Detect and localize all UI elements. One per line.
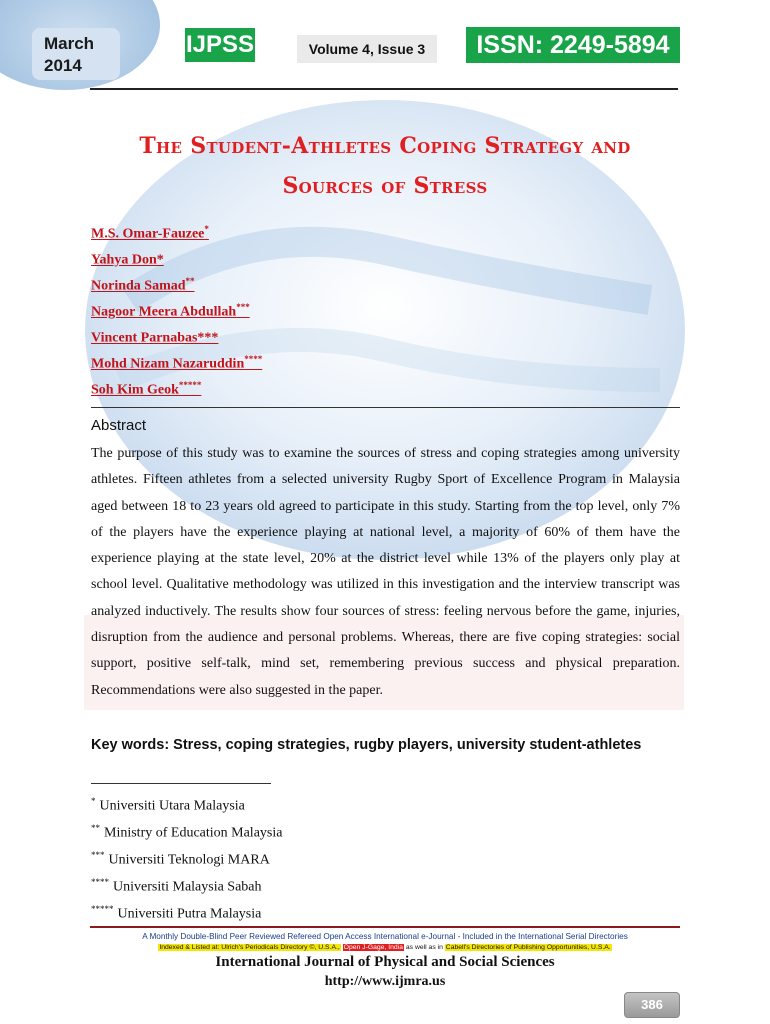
footnote-item: ***** Universiti Putra Malaysia (91, 904, 262, 922)
author-link[interactable]: Vincent Parnabas*** (91, 330, 219, 346)
author-link[interactable]: M.S. Omar-Fauzee* (91, 224, 209, 242)
author-list (91, 216, 262, 398)
footer-tagline: A Monthly Double-Blind Peer Reviewed Refereed Open Access International e-Journal - Included in the International Serial Directories (142, 932, 628, 941)
title-line-1: The Student-Athletes Coping Strategy and (139, 133, 631, 159)
page-number: 386 (624, 992, 680, 1018)
title-line-2: Sources of Stress (282, 173, 488, 199)
journal-url[interactable]: http://www.ijmra.us (324, 974, 446, 989)
footnote-item: ** Ministry of Education Malaysia (91, 823, 283, 841)
footnote-item: * Universiti Utara Malaysia (91, 796, 245, 814)
footer-divider (90, 926, 680, 928)
abstract-divider (91, 407, 680, 408)
affiliation-footnotes (91, 788, 282, 923)
footnote-item: **** Universiti Malaysia Sabah (91, 877, 262, 895)
footnote-item: *** Universiti Teknologi MARA (91, 850, 270, 868)
abstract-text: The purpose of this study was to examine the sources of stress and coping strategies among university athletes. Fifteen athletes from a selected university Rugby Sport of Excellence Program in Malaysia aged between 18 to 23 years old agreed to participate in this study. Starting from the top level, only 7% of the players have the experience playing at national level, a majority of 60% of them have the experience playing at the state level, 20% at the district level while 13% of the players only play at school level. Qualitative methodology was utilized in this investigation and the interview transcript was analyzed inductively. The results show four sources of stress: feeling nervous before the game, injuries, disruption from the audience and personal problems. Whereas, there are five coping strategies: social support, positive self-talk, mind set, remembering previous success and physical preparation. Recommendations were also suggested in the paper. (91, 446, 680, 698)
author-link[interactable]: Norinda Samad** (91, 276, 195, 294)
volume-issue: Volume 4, Issue 3 (297, 35, 437, 63)
issn: ISSN: 2249-5894 (466, 27, 680, 63)
header-divider (90, 88, 678, 90)
author-link[interactable]: Mohd Nizam Nazaruddin**** (91, 354, 263, 372)
author-link[interactable]: Soh Kim Geok***** (91, 380, 202, 398)
keywords: Key words: Stress, coping strategies, rugby players, university student-athletes (91, 737, 642, 753)
abstract-heading: Abstract (91, 417, 147, 434)
author-link[interactable]: Yahya Don* (91, 252, 164, 268)
footer-indexing: Indexed & Listed at: Ulrich's Periodicals Directory ©, U.S.A., Open J-Gage, India as well as in Cabell's Directories of Publishing Opportunities, U.S.A. (159, 944, 611, 951)
issue-date: March 2014 (32, 28, 120, 80)
paper-title (80, 126, 690, 206)
journal-name: International Journal of Physical and Social Sciences (215, 954, 555, 970)
footnote-divider (91, 783, 271, 784)
journal-abbreviation: IJPSS (185, 28, 255, 62)
author-link[interactable]: Nagoor Meera Abdullah*** (91, 302, 250, 320)
